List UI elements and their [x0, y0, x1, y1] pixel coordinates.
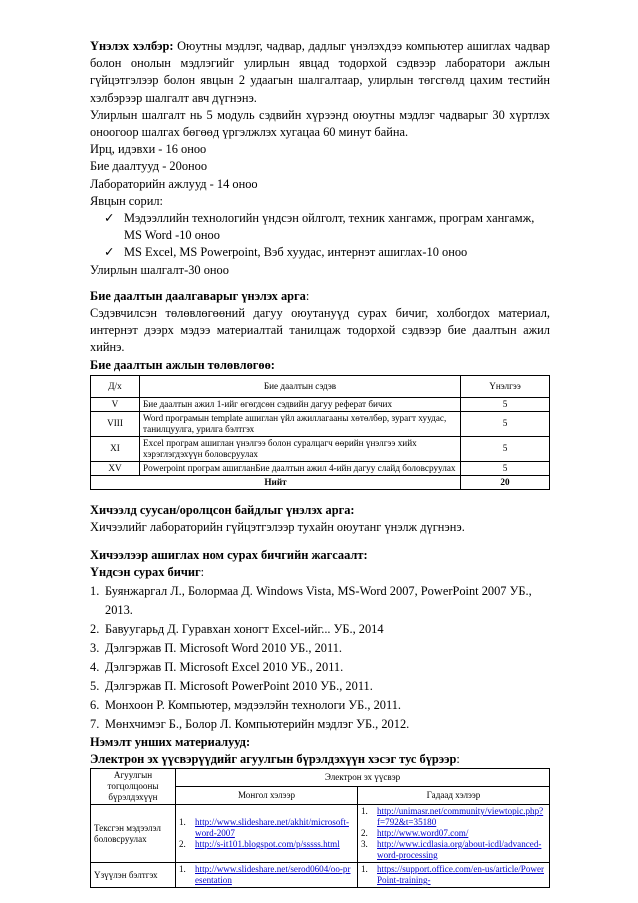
assessment-form-paragraph: [90, 38, 550, 107]
resource-link[interactable]: http://www.icdlasia.org/about-icdl/advanced-word-processing: [377, 839, 542, 861]
semester-exam-paragraph: Улирлын шалгалт нь 5 модуль сэдвийн хүрээнд оюутны мэдлэг чадварыг 30 хүртлэх оноогоор шалгах бөгөөд үргэлжлэх хугацаа 60 минут байна.: [90, 107, 550, 140]
table-row: V Бие даалтын ажил 1-ийг өгөгдсөн сэдвийн дагуу реферат бичих 5: [91, 397, 550, 411]
extra-materials-heading: Нэмэлт унших материалууд:: [90, 734, 251, 749]
main-books-heading: Үндсэн сурах бичиг:: [90, 565, 205, 580]
checkmark-icon: ✓: [104, 211, 115, 226]
table-row: XV Powerpoint програм ашигланБие даалтын ажил 4-ийн дагуу слайд боловсруулах 5: [91, 461, 550, 475]
self-study-heading: Бие даалтын даалгаварыг үнэлэх арга:: [90, 288, 310, 303]
header-component: Агуулгын тогцолцооны бүрэлдэхүүн: [91, 769, 176, 805]
header-foreign: Гадаад хэлээр: [358, 787, 550, 805]
self-study-text: Сэдэвчилсэн төлөвлөгөөний дагуу оюутануүд сурах бичиг, холбогдох материал, интернэт дээрх мэдээ материалтай танилцаж тодорхой сэдвээр бие даалтын ажил хийнэ.: [90, 306, 550, 355]
score-attendance: Ирц, идэвхи - 16 оноо: [90, 142, 207, 157]
list-item: 6. Монхоон Р. Компьютер, мэдээлэйн технологи УБ., 2011.: [90, 697, 401, 712]
score-self-study: Бие даалтууд - 20оноо: [90, 159, 208, 174]
table-row: Тексгэн мэдээлэл боловсруулах 1. http://www.slideshare.net/akhit/microsoft-word-2007 2. http://s-it101.blogspot.com/p/sssss.html 1. http://unimasr.net/community/viewtopic.php?f=792&t=35180 2. http://www.word07.com/ 3. http://www.icdlasia.org/about-icdl/advanced-word-processing: [91, 805, 550, 863]
resource-link[interactable]: http://unimasr.net/community/viewtopic.php?f=792&t=35180: [377, 806, 544, 828]
progress-test-item: ✓ MS Excel, MS Powerpoint, Вэб хуудас, интернэт ашиглах-10 оноо: [90, 244, 550, 261]
header-score: Үнэлгээ: [461, 375, 550, 397]
list-item: 5. Дэлгэржав П. Microsoft PowerPoint 2010 УБ., 2011.: [90, 678, 373, 693]
list-item: 4. Дэлгэржав П. Microsoft Excel 2010 УБ., 2011.: [90, 659, 344, 674]
assessment-form-text: Оюутны мэдлэг, чадвар, дадлыг үнэлэхдээ компьютер ашиглах чадвар болон онолын мэдлэгийг улирлын явцад тодорхой сэдвээр лаборатори ажлын гүйцэтгэлээр болон явцын 2 удаагын шалгалтаар, улирлын төгсгөлд цахим тестийн хэлбэрээр шалгалт авч дүгнэнэ.: [90, 39, 550, 105]
score-labs: Лабораторийн ажлууд - 14 оноо: [90, 176, 258, 191]
table-row: VIII Word програмын template ашиглан үйл ажиллагааны хөтөлбөр, зурагт хуудас, танилцуулга, урилга бэлтгэх 5: [91, 411, 550, 436]
header-no: Д/х: [91, 375, 140, 397]
progress-test-label: Явцын сорил:: [90, 193, 163, 208]
resource-link[interactable]: http://s-it101.blogspot.com/p/sssss.html: [195, 839, 340, 850]
final-exam-score: Улирлын шалгалт-30 оноо: [90, 262, 229, 277]
resource-link[interactable]: http://www.word07.com/: [377, 828, 469, 839]
books-heading: Хичээлээр ашиглах ном сурах бичгийн жагсаалт:: [90, 548, 368, 563]
electronic-sources-table: [90, 768, 550, 888]
table-header-row: [91, 375, 550, 397]
list-item: 1. http://unimasr.net/community/viewtopic.php?f=792&t=35180: [361, 806, 546, 828]
list-item: 1. https://support.office.com/en-us/article/PowerPoint-training-: [361, 864, 545, 886]
resource-link[interactable]: http://www.slideshare.net/akhit/microsoft-word-2007: [195, 817, 349, 839]
list-item: 2. http://www.word07.com/: [361, 828, 469, 839]
list-item: 2. Бавуугарьд Д. Гуравхан хоногт Excel-ийг... УБ., 2014: [90, 621, 384, 636]
checkmark-icon: ✓: [104, 245, 115, 260]
list-item: 3. http://www.icdlasia.org/about-icdl/advanced-word-processing: [361, 839, 546, 861]
list-item: 7. Мөнхчимэг Б., Болор Л. Компьютерийн мэдлэг УБ., 2012.: [90, 716, 410, 731]
book-list: [90, 582, 550, 734]
header-electronic-source: Электрон эх үүсвэр: [176, 769, 550, 787]
document-page: [90, 38, 550, 888]
resource-link[interactable]: https://support.office.com/en-us/article/PowerPoint-training-: [377, 864, 545, 886]
self-study-plan-table: [90, 375, 550, 490]
list-item: 1. http://www.slideshare.net/serod0604/oo-presentation: [179, 864, 354, 886]
table-row: XI Excel програм ашиглан үнэлгээ болон суралцагч өөрийн үнэлгээ хийх хэрэглэгдэхүүн боловсруулах 5: [91, 436, 550, 461]
participation-text: Хичээлийг лабораторийн гүйцэтгэлээр тухайн оюутанг үнэлж дүгнэнэ.: [90, 520, 465, 535]
list-item: 1. http://www.slideshare.net/akhit/microsoft-word-2007: [179, 817, 354, 839]
list-item: 1. Буянжаргал Л., Болормаа Д. Windows Vista, MS-Word 2007, PowerPoint 2007 УБ., 2013.: [90, 583, 532, 617]
list-item: 2. http://s-it101.blogspot.com/p/sssss.html: [179, 839, 340, 850]
self-study-plan-heading: Бие даалтын ажлын төлөвлөгөө:: [90, 357, 275, 372]
table-row: Үзүүлэн бэлтгэх 1. http://www.slideshare.net/serod0604/oo-presentation 1. https://support.office.com/en-us/article/PowerPoint-training-: [91, 863, 550, 888]
assessment-form-label: Үнэлэх хэлбэр:: [90, 39, 174, 53]
table-total-row: Нийт 20: [91, 475, 550, 489]
participation-heading: Хичээлд суусан/оролцсон байдлыг үнэлэх арга:: [90, 502, 355, 517]
header-topic: Бие даалтын сэдэв: [140, 375, 461, 397]
resource-link[interactable]: http://www.slideshare.net/serod0604/oo-presentation: [195, 864, 351, 886]
table-header-row: [91, 769, 550, 787]
header-mongolian: Монгол хэлээр: [176, 787, 358, 805]
progress-test-item: ✓ Мэдээллийн технологийн үндсэн ойлголт, техник хангамж, програм хангамж, MS Word -10 оноо: [90, 210, 550, 244]
electronic-sources-heading: Электрон эх үүсвэрүүдийг агуулгын бүрэлдэхүүн хэсэг тус бүрээр:: [90, 751, 460, 766]
list-item: 3. Дэлгэржав П. Microsoft Word 2010 УБ., 2011.: [90, 640, 343, 655]
